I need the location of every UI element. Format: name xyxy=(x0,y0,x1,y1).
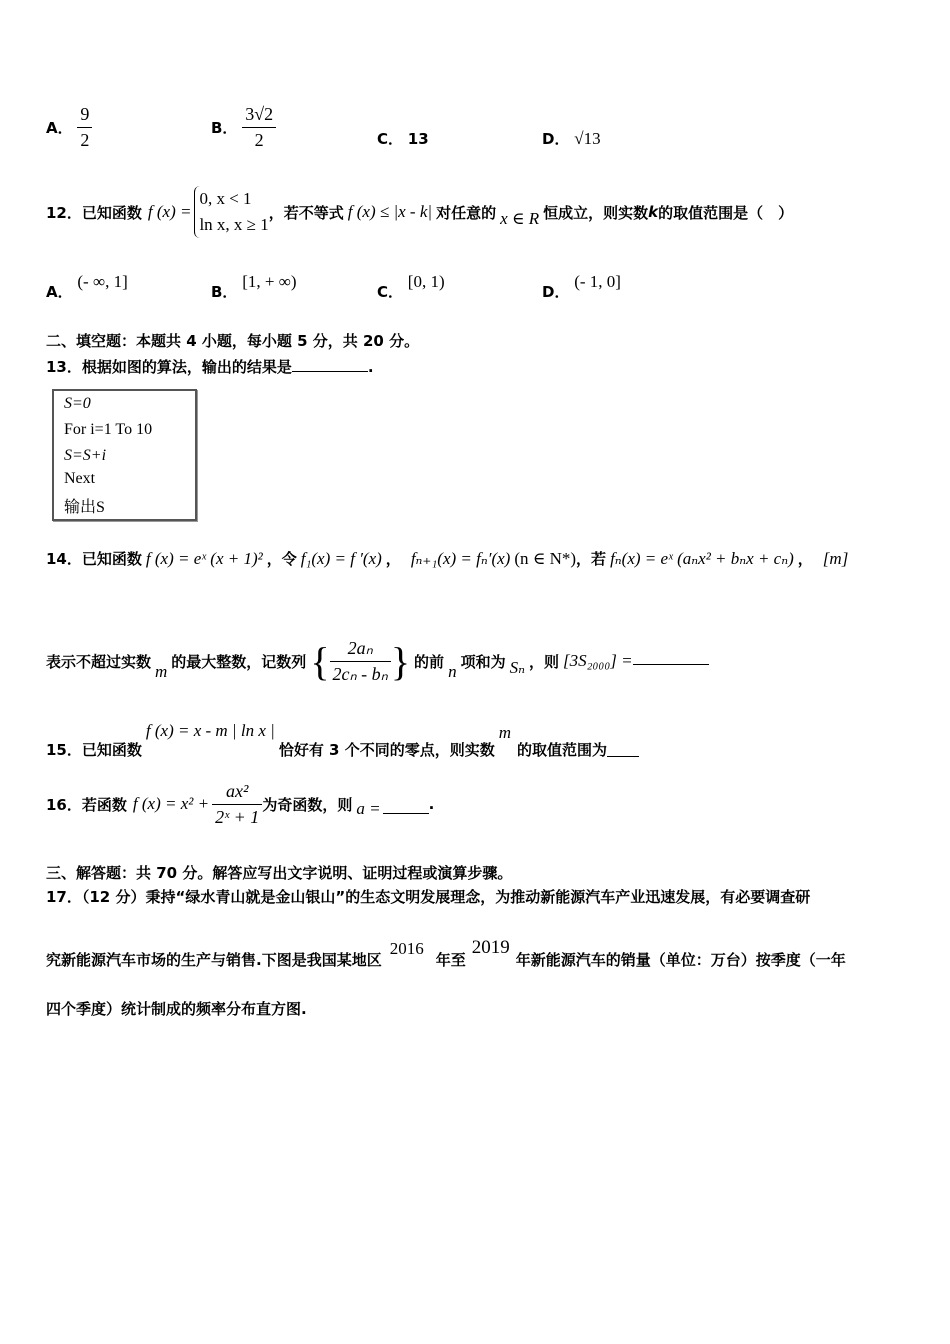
stem-text: ， xyxy=(385,550,401,568)
partial-sum: Sₙ xyxy=(509,658,525,677)
option-letter: C． xyxy=(377,130,404,148)
option-letter: B． xyxy=(211,283,238,301)
q12-option-d xyxy=(542,272,621,302)
condition: x ∈ R xyxy=(500,209,540,228)
target-expression: [3S₂₀₀₀] = xyxy=(562,651,633,670)
algorithm-box xyxy=(52,389,197,521)
sequence-fraction xyxy=(330,638,391,685)
q17-line-1: 17．（12 分）秉持“绿水青山就是金山银山”的生态文明发展理念，为推动新能源汽车产业迅速发展，有必要调查研 xyxy=(46,888,811,906)
algorithm-line: For i=1 To 10 xyxy=(64,421,153,438)
case-1: 0, x < 1 xyxy=(199,189,252,208)
q12-stem xyxy=(46,186,793,238)
stem-text: 已知函数 xyxy=(81,203,142,222)
question-number: 14． xyxy=(46,550,82,568)
stem-text: 年至 xyxy=(435,950,466,969)
function-expr: fₙ₊₁(x) = fₙ′(x) xyxy=(410,548,511,568)
function-expr: f (x) = x² + xyxy=(132,794,210,813)
sequence-braces xyxy=(310,638,410,685)
q17-line-3: 四个季度）统计制成的频率分布直方图. xyxy=(46,1000,307,1018)
function-expr: f (x) = eˣ (x + 1)² xyxy=(145,548,263,568)
option-value: (- 1, 0] xyxy=(574,272,621,291)
piecewise-cases xyxy=(194,186,268,238)
inequality: f (x) ≤ |x - k| xyxy=(347,202,433,221)
denominator: 2 xyxy=(242,127,276,151)
stem-text: 恒成立，则实数 xyxy=(543,203,649,222)
stem-text: ，若 xyxy=(576,550,607,568)
option-value: (- ∞, 1] xyxy=(77,272,128,291)
algorithm-line: 输出S xyxy=(64,499,105,516)
stem-text: 若函数 xyxy=(81,795,127,814)
option-letter: B． xyxy=(211,119,238,137)
option-letter: D． xyxy=(542,283,570,301)
numerator: ax² xyxy=(226,780,249,801)
function-expr: f₁(x) = f ′(x) xyxy=(300,548,382,568)
q15-stem xyxy=(46,716,639,760)
q12-option-b xyxy=(211,272,297,302)
stem-text: 为奇函数，则 xyxy=(262,795,353,814)
stem-end: . xyxy=(428,795,435,813)
stem-text: ，若不等式 xyxy=(268,203,344,222)
stem-text: 的取值范围是（ ） xyxy=(658,203,794,222)
variable-n: n xyxy=(448,662,457,681)
q11-option-a xyxy=(46,104,92,151)
numerator: 3√2 xyxy=(245,104,274,124)
denominator: 2 xyxy=(77,127,92,151)
answer-blank xyxy=(633,664,709,665)
stem-text: 对任意的 xyxy=(436,203,497,222)
stem-text: ，则 xyxy=(528,652,559,671)
q16-stem xyxy=(46,776,434,832)
year-2016: 2016 xyxy=(389,939,424,958)
case-2: ln x, x ≥ 1 xyxy=(199,215,269,234)
stem-text: 项和为 xyxy=(460,652,506,671)
answer-blank xyxy=(607,756,639,757)
fraction xyxy=(212,781,262,828)
option-letter: D． xyxy=(542,130,570,148)
question-number: 12． xyxy=(46,203,82,222)
fraction xyxy=(242,104,276,151)
stem-text: ， xyxy=(797,550,813,568)
option-letter: A． xyxy=(46,283,73,301)
question-number: 15． xyxy=(46,740,82,759)
q14-line-2 xyxy=(46,632,709,690)
right-brace: } xyxy=(390,638,411,684)
stem-text: 13．根据如图的算法，输出的结果是 xyxy=(46,358,292,376)
denominator: 2cₙ - bₙ xyxy=(330,661,391,685)
year-2019: 2019 xyxy=(471,937,510,958)
option-letter: C． xyxy=(377,283,404,301)
section-2-title: 二、填空题：本题共 4 小题，每小题 5 分，共 20 分。 xyxy=(46,332,420,350)
stem-text: 表示不超过实数 xyxy=(46,652,152,671)
question-number: 16． xyxy=(46,795,82,814)
option-value: [1, + ∞) xyxy=(242,272,297,291)
q17-line-2 xyxy=(46,934,846,974)
stem-text: 的前 xyxy=(414,652,445,671)
stem-end: . xyxy=(367,358,374,376)
floor-m: [m] xyxy=(822,548,849,568)
variable-k: k xyxy=(648,203,659,221)
stem-text: ，令 xyxy=(266,550,297,568)
variable-m: m xyxy=(498,723,511,742)
q11-option-d xyxy=(542,128,601,149)
answer-blank xyxy=(383,813,429,814)
stem-text: 年新能源汽车的销量（单位：万台）按季度（一年 xyxy=(515,950,846,969)
q13-stem xyxy=(46,356,374,377)
option-value: [0, 1) xyxy=(407,272,445,291)
stem-text: 究新能源汽车市场的生产与销售.下图是我国某地区 xyxy=(46,950,382,969)
condition: (n ∈ N*) xyxy=(514,548,577,568)
left-brace: { xyxy=(310,638,330,684)
function-name: f (x) = xyxy=(147,202,192,221)
numerator: 2aₙ xyxy=(347,637,373,658)
option-value: √13 xyxy=(574,129,601,148)
variable-a: a = xyxy=(356,799,381,818)
variable-m: m xyxy=(155,662,168,681)
denominator: 2ˣ + 1 xyxy=(212,804,262,828)
stem-text: 已知函数 xyxy=(81,550,142,568)
stem-text: 的取值范围为 xyxy=(516,740,607,759)
option-value: 13 xyxy=(407,130,429,148)
q11-option-b xyxy=(211,104,276,151)
fraction xyxy=(77,104,92,151)
q11-option-c xyxy=(377,128,429,149)
algorithm-line: S=S+i xyxy=(64,447,107,464)
stem-text: 恰好有 3 个不同的零点，则实数 xyxy=(278,740,495,759)
function-expr: f (x) = x - m | ln x | xyxy=(145,721,275,740)
q12-option-a xyxy=(46,272,128,302)
algorithm-line: S=0 xyxy=(64,395,91,412)
option-letter: A． xyxy=(46,119,73,137)
q12-option-c xyxy=(377,272,445,302)
q14-line-1 xyxy=(46,548,848,569)
section-3-title: 三、解答题：共 70 分。解答应写出文字说明、证明过程或演算步骤。 xyxy=(46,864,513,882)
function-expr: fₙ(x) = eˣ (aₙx² + bₙx + cₙ) xyxy=(610,548,794,568)
stem-text: 已知函数 xyxy=(81,740,142,759)
numerator: 9 xyxy=(80,104,90,124)
stem-text: 的最大整数，记数列 xyxy=(171,652,307,671)
answer-blank xyxy=(292,371,368,372)
algorithm-line: Next xyxy=(64,470,96,487)
